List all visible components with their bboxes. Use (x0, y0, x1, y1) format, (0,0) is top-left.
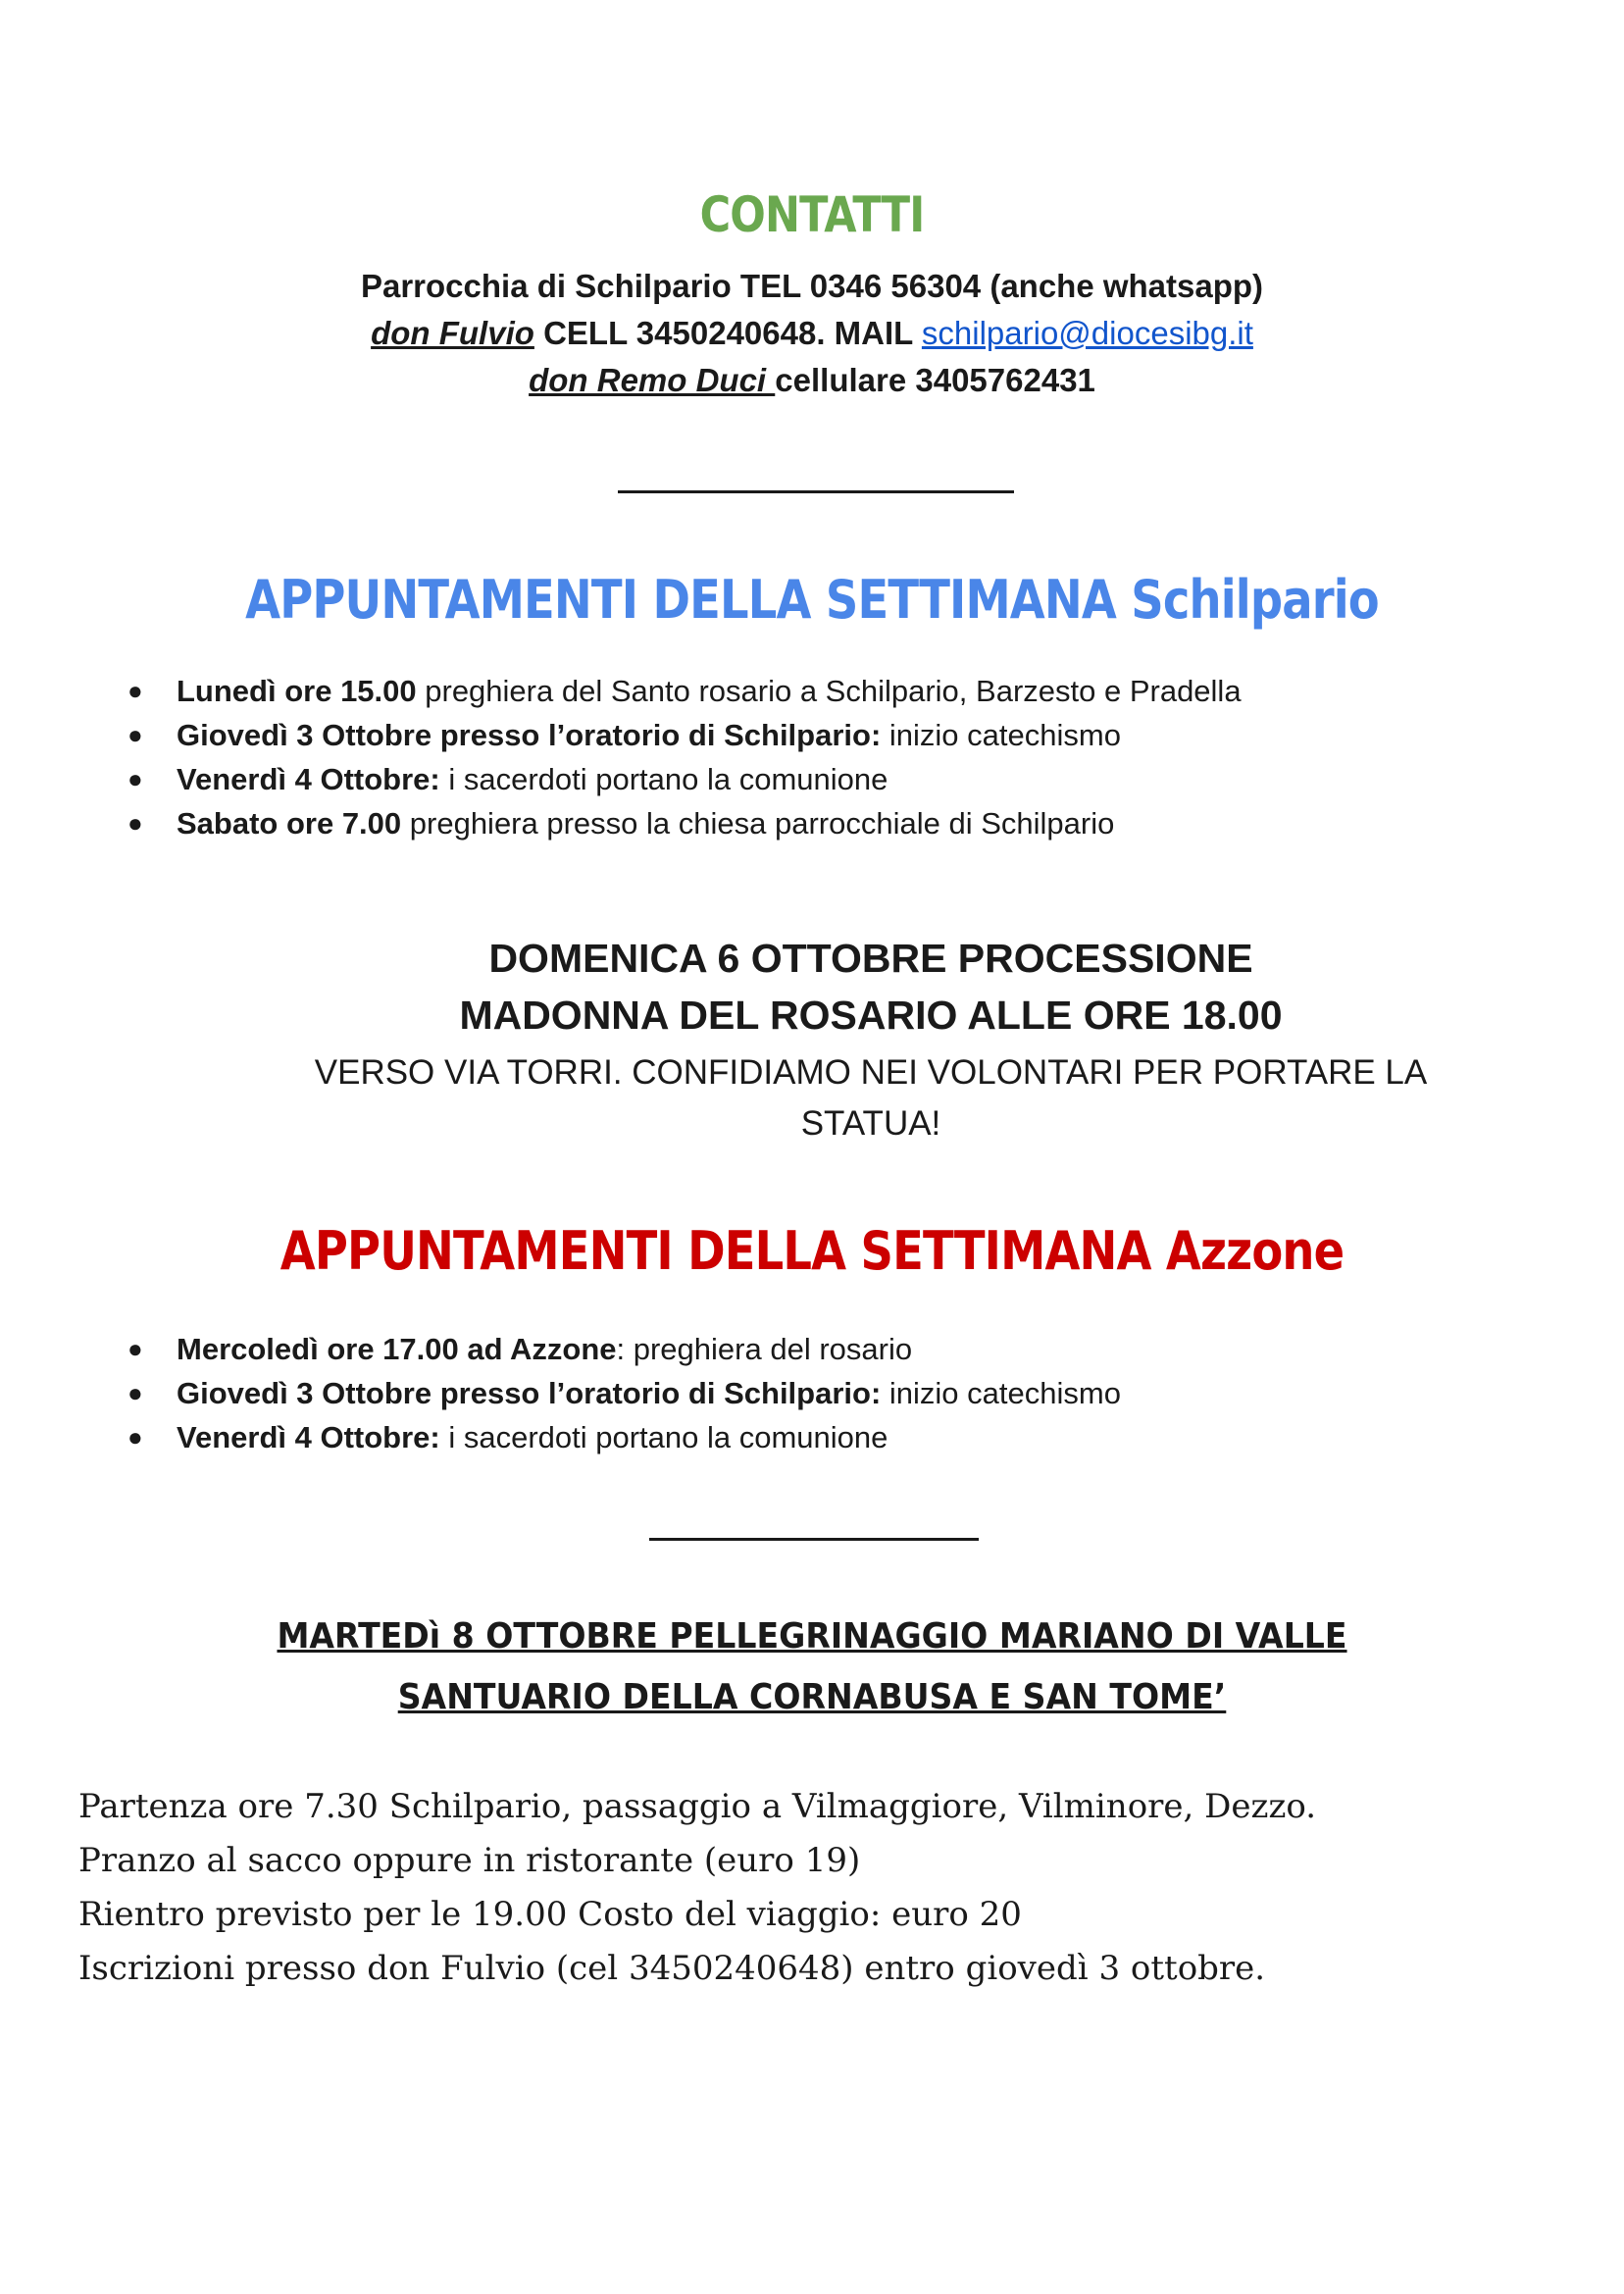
don-remo-name: don Remo Duci (529, 362, 776, 398)
procession-text-line-1: VERSO VIA TORRI. CONFIDIAMO NEI VOLONTARI PER PORTARE LA (314, 1053, 1428, 1092)
bullet-icon: ● (127, 1378, 143, 1407)
list-item (127, 1371, 1121, 1415)
item-bold-text: Mercoledì ore 17.00 ad Azzone (177, 1332, 617, 1366)
azzone-appointments-list (127, 1327, 1121, 1459)
divider-line (649, 1538, 979, 1541)
pilgrimage-title-line-2: SANTUARIO DELLA CORNABUSA E SAN TOME’ (397, 1677, 1227, 1717)
schilpario-appointments-list (127, 669, 1242, 845)
list-item (127, 669, 1242, 713)
pilgrimage-departure: Partenza ore 7.30 Schilpario, passaggio a Vilmaggiore, Vilminore, Dezzo. (78, 1787, 1317, 1826)
bullet-icon: ● (127, 676, 143, 705)
item-bold-text: Giovedì 3 Ottobre presso l’oratorio di Schilpario: (177, 1376, 882, 1410)
item-text: i sacerdoti portano la comunione (439, 1420, 888, 1454)
item-text: preghiera del Santo rosario a Schilpario, Barzesto e Pradella (416, 674, 1242, 708)
item-bold-text: Giovedì 3 Ottobre presso l’oratorio di Schilpario: (177, 718, 882, 752)
bullet-icon: ● (127, 1334, 143, 1363)
schilpario-week-heading: APPUNTAMENTI DELLA SETTIMANA Schilpario (245, 569, 1379, 631)
pilgrimage-title-line-1: MARTEDì 8 OTTOBRE PELLEGRINAGGIO MARIANO DI VALLE (277, 1616, 1347, 1657)
email-link[interactable]: schilpario@diocesibg.it (921, 315, 1253, 351)
bullet-icon: ● (127, 764, 143, 793)
item-text: inizio catechismo (881, 718, 1121, 752)
item-text: inizio catechismo (881, 1376, 1121, 1410)
don-fulvio-line (0, 310, 1624, 357)
don-fulvio-name: don Fulvio (371, 315, 534, 351)
divider-line (618, 490, 1014, 493)
item-text: : preghiera del rosario (616, 1332, 913, 1366)
pilgrimage-return-cost: Rientro previsto per le 19.00 Costo del viaggio: euro 20 (78, 1895, 1022, 1934)
list-item (127, 1415, 1121, 1459)
list-item (127, 757, 1242, 801)
pilgrimage-lunch: Pranzo al sacco oppure in ristorante (euro 19) (78, 1841, 861, 1880)
item-bold-text: Venerdì 4 Ottobre: (177, 1420, 440, 1454)
bullet-icon: ● (127, 808, 143, 838)
bullet-icon: ● (127, 1422, 143, 1452)
item-text: i sacerdoti portano la comunione (439, 762, 888, 796)
parish-phone-line: Parrocchia di Schilpario TEL 0346 56304 (anche whatsapp) (360, 268, 1264, 304)
azzone-week-heading: APPUNTAMENTI DELLA SETTIMANA Azzone (279, 1220, 1345, 1282)
item-bold-text: Sabato ore 7.00 (177, 806, 402, 841)
procession-title-line-1: DOMENICA 6 OTTOBRE PROCESSIONE (488, 936, 1253, 981)
list-item (127, 713, 1242, 757)
list-item (127, 1327, 1121, 1371)
pilgrimage-registration: Iscrizioni presso don Fulvio (cel 3450240648) entro giovedì 3 ottobre. (78, 1949, 1266, 1988)
item-bold-text: Venerdì 4 Ottobre: (177, 762, 440, 796)
item-text: preghiera presso la chiesa parrocchiale di Schilpario (401, 806, 1115, 841)
procession-text-line-2: STATUA! (800, 1104, 941, 1143)
don-remo-line (0, 357, 1624, 404)
bullet-icon: ● (127, 720, 143, 749)
item-bold-text: Lunedì ore 15.00 (177, 674, 417, 708)
contacts-title: CONTATTI (699, 186, 925, 243)
don-remo-phone: cellulare 3405762431 (775, 362, 1095, 398)
don-fulvio-contact: CELL 3450240648. MAIL (533, 315, 922, 351)
procession-title-line-2: MADONNA DEL ROSARIO ALLE ORE 18.00 (459, 993, 1283, 1038)
list-item (127, 801, 1242, 845)
